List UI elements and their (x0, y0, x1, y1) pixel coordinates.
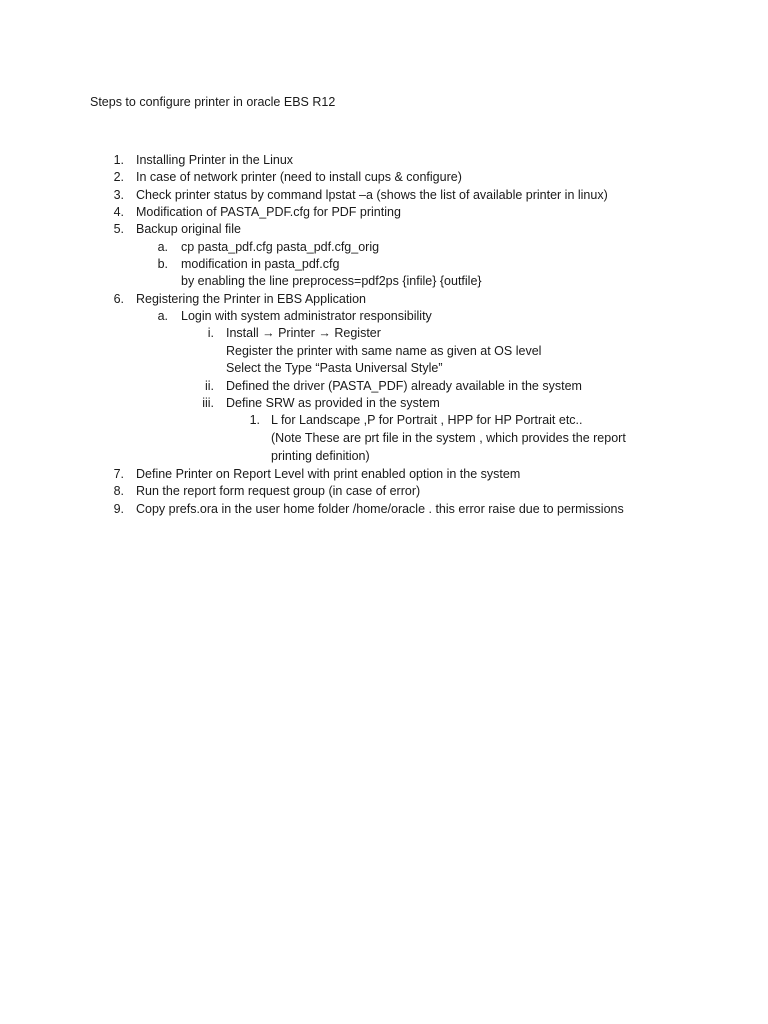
list-marker: i. (207, 326, 214, 340)
list-item-text: Run the report form request group (in case of error) (136, 484, 421, 498)
list-item-continuation: Register the printer with same name as given at OS level (226, 344, 542, 358)
list-marker: ii. (204, 379, 214, 393)
list-item-text: Copy prefs.ora in the user home folder /home/oracle . this error raise due to permissions (136, 502, 624, 516)
list-marker: b. (157, 257, 168, 271)
list-item-continuation: (Note These are prt file in the system , which provides the report (271, 431, 626, 445)
list-item-text: Registering the Printer in EBS Application (136, 292, 366, 306)
list-marker: 1. (113, 153, 124, 167)
list-item-continuation: by enabling the line preprocess=pdf2ps {infile} {outfile} (181, 274, 482, 288)
list-item-text: Backup original file (136, 222, 241, 236)
list-item-continuation: Select the Type “Pasta Universal Style” (226, 361, 443, 375)
list-item-text: Check printer status by command lpstat –a (shows the list of available printer in linux) (136, 188, 608, 202)
list-item-text: Defined the driver (PASTA_PDF) already available in the system (226, 379, 582, 393)
list-item-text: Modification of PASTA_PDF.cfg for PDF printing (136, 205, 401, 219)
list-marker: 4. (113, 205, 124, 219)
list-item-text: cp pasta_pdf.cfg pasta_pdf.cfg_orig (181, 240, 380, 254)
list-item-text: In case of network printer (need to install cups & configure) (136, 170, 462, 184)
list-item-text: Define Printer on Report Level with print enabled option in the system (136, 467, 521, 481)
list-item-text: Installing Printer in the Linux (136, 153, 294, 167)
list-marker: 2. (113, 170, 124, 184)
document-title: Steps to configure printer in oracle EBS R12 (90, 95, 336, 109)
list-marker: 7. (113, 467, 124, 481)
list-item-text: L for Landscape ,P for Portrait , HPP for HP Portrait etc.. (271, 413, 583, 427)
list-item-text: Login with system administrator responsibility (181, 309, 432, 323)
list-marker: a. (157, 309, 168, 323)
list-marker: iii. (202, 396, 214, 410)
list-item-continuation: printing definition) (271, 449, 370, 463)
list-marker: 3. (113, 188, 124, 202)
list-item-text: Define SRW as provided in the system (226, 396, 440, 410)
list-item-text: Install → Printer → Register (226, 326, 381, 340)
list-marker: 9. (113, 502, 124, 516)
list-item-text: modification in pasta_pdf.cfg (181, 257, 340, 271)
list-marker: 1. (249, 413, 260, 427)
list-marker: 8. (113, 484, 124, 498)
list-marker: 5. (113, 222, 124, 236)
list-marker: 6. (113, 292, 124, 306)
list-marker: a. (157, 240, 168, 254)
